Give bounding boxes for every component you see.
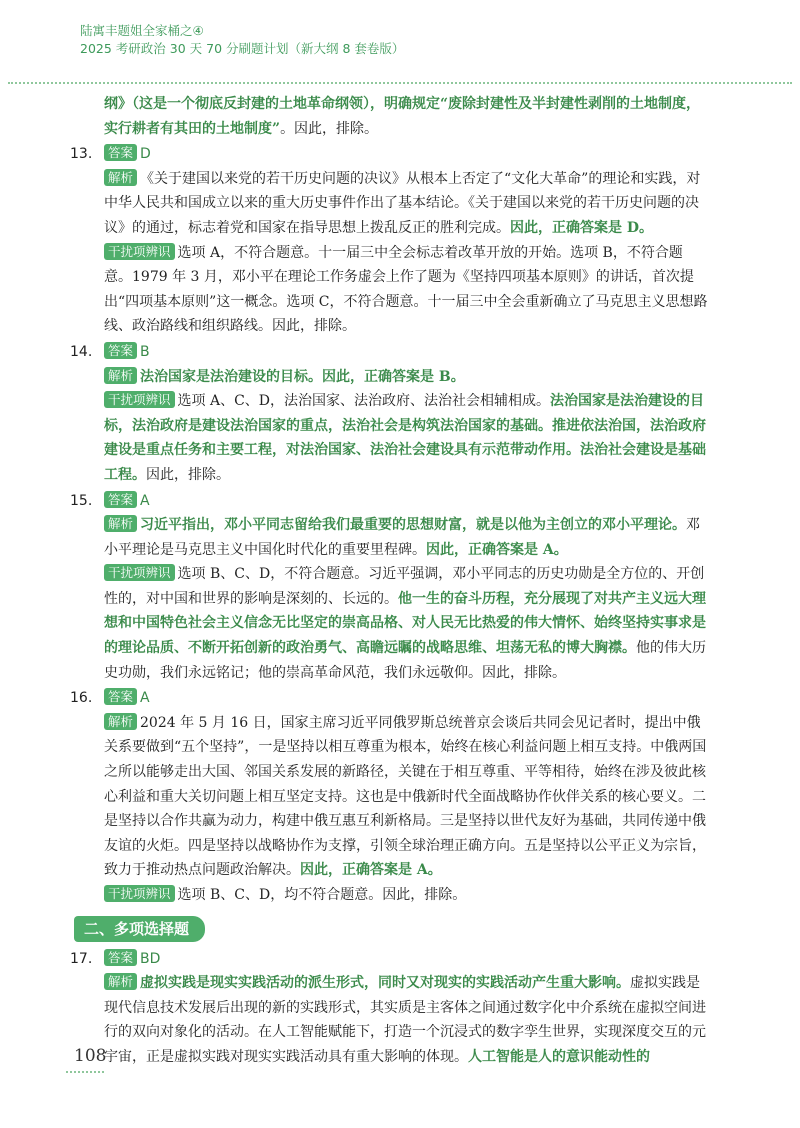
analysis-paragraph: 解析 法治国家是法治建设的目标。因此，正确答案是 B。	[70, 365, 710, 390]
analysis-tag: 解析	[104, 169, 137, 186]
page-body	[70, 92, 710, 1070]
answer-tag: 答案	[104, 144, 137, 161]
distractor-tag: 干扰项辨识	[104, 243, 175, 260]
question-number: 16.	[70, 690, 93, 707]
analysis-tag: 解析	[104, 515, 137, 532]
analysis-paragraph: 解析 《关于建国以来党的若干历史问题的决议》从根本上否定了“文化大革命”的理论和实践，对中华人民共和国成立以来的重大历史事件作出了基本结论。《关于建国以来党的若干历史问题的决议》的通过，标志着党和国家在指导思想上拨乱反正的胜利完成。因此，正确答案是 D。	[104, 169, 701, 236]
question-number: 17.	[70, 950, 93, 967]
distractor-paragraph: 干扰项辨识 选项 A、C、D，法治国家、法治政府、法治社会相辅相成。法治国家是法治建设的目标，法治政府是建设法治国家的重点，法治社会是构筑法治国家的基础。推进依法治国，法治政府建设是重点任务和主要工程，对法治国家、法治社会建设具有示范带动作用。法治社会建设是基础工程。因此，排除。	[104, 392, 706, 483]
question-13	[70, 142, 710, 339]
answer-value: B	[140, 343, 150, 360]
running-header	[80, 22, 404, 58]
question-16	[70, 686, 710, 907]
analysis-paragraph: 解析 2024 年 5 月 16 日，国家主席习近平同俄罗斯总统普京会谈后共同会见记者时，提出中俄关系要做到“五个坚持”，一是坚持以相互尊重为根本，始终在核心利益问题上相互支持。中俄两国之所以能够走出大国、邻国关系发展的新路径，关键在于相互尊重、平等相待，始终在涉及彼此核心利益和重大关切问题上相互坚定支持。这也是中俄新时代全面战略协作伙伴关系的核心要义。二是坚持以合作共赢为动力，构建中俄互惠互利新格局。三是坚持以世代友好为基础，共同传递中俄友谊的火炬。四是坚持以战略协作为支撑，引领全球治理正确方向。五是坚持以公平正义为宗旨，致力于推动热点问题政治解决。因此，正确答案是 A。	[104, 713, 707, 879]
header-divider	[8, 82, 792, 84]
answer-value: D	[140, 146, 151, 163]
question-number: 14.	[70, 343, 93, 360]
answer-tag: 答案	[104, 491, 137, 508]
intro-continuation: 纲》（这是一个彻底反封建的土地革命纲领），明确规定“废除封建性及半封建性剥削的土地制度， 实行耕者有其田的土地制度”。因此，排除。	[104, 96, 701, 137]
header-book-title: 2025 考研政治 30 天 70 分刷题计划（新大纲 8 套卷版）	[80, 41, 405, 56]
answer-value: A	[140, 492, 150, 509]
question-number: 13.	[70, 146, 93, 163]
question-number: 15.	[70, 492, 93, 509]
answer-value: A	[140, 690, 150, 707]
distractor-tag: 干扰项辨识	[104, 885, 175, 902]
distractor-tag: 干扰项辨识	[104, 391, 175, 408]
question-17	[70, 947, 710, 1070]
analysis-paragraph: 解析 虚拟实践是现实实践活动的派生形式，同时又对现实的实践活动产生重大影响。虚拟实践是现代信息技术发展后出现的新的实践形式，其实质是主客体之间通过数字化中介系统在虚拟空间进行的双向对象化的活动。在人工智能赋能下，打造一个沉浸式的数字孪生世界，实现深度交互的元宇宙，正是虚拟实践对现实实践活动具有重大影响的体现。人工智能是人的意识能动性的	[104, 974, 706, 1065]
section-heading: 二、多项选择题	[74, 916, 205, 942]
analysis-paragraph: 解析 习近平指出，邓小平同志留给我们最重要的思想财富，就是以他为主创立的邓小平理论。邓小平理论是马克思主义中国化时代化的重要里程碑。因此，正确答案是 A。	[104, 516, 701, 558]
analysis-tag: 解析	[104, 973, 137, 990]
header-series: 陆寓丰题姐全家桶之④	[80, 23, 204, 38]
distractor-paragraph: 干扰项辨识 选项 B、C、D，均不符合题意。因此，排除。	[70, 883, 710, 908]
answer-tag: 答案	[104, 949, 137, 966]
answer-tag: 答案	[104, 342, 137, 359]
answer-value: BD	[140, 950, 161, 967]
analysis-tag: 解析	[104, 367, 137, 384]
distractor-paragraph: 干扰项辨识 选项 B、C、D，不符合题意。习近平强调，邓小平同志的历史功勋是全方位的、开创性的，对中国和世界的影响是深刻的、长远的。他一生的奋斗历程，充分展现了对共产主义远大理想和中国特色社会主义信念无比坚定的崇高品格、对人民无比热爱的伟大情怀、始终坚持实事求是的理论品质、不断开拓创新的政治勇气、高瞻远瞩的战略思维、坦荡无私的博大胸襟。他的伟大历史功勋，我们永远铭记；他的崇高革命风范，我们永远敬仰。因此，排除。	[104, 565, 706, 681]
distractor-tag: 干扰项辨识	[104, 564, 175, 581]
page-number: 108	[74, 1046, 107, 1066]
answer-tag: 答案	[104, 688, 137, 705]
question-15	[70, 489, 710, 686]
page-number-underline	[66, 1071, 104, 1073]
distractor-paragraph: 干扰项辨识 选项 A，不符合题意。十一届三中全会标志着改革开放的开始。选项 B，不符合题意。1979 年 3 月，邓小平在理论工作务虚会上作了题为《坚持四项基本原则》的讲话，首次提出“四项基本原则”这一概念。选项 C，不符合题意。十一届三中全会重新确立了马克思主义思想路线、政治路线和组织路线。因此，排除。	[104, 243, 708, 335]
analysis-tag: 解析	[104, 713, 137, 730]
question-14	[70, 340, 710, 488]
